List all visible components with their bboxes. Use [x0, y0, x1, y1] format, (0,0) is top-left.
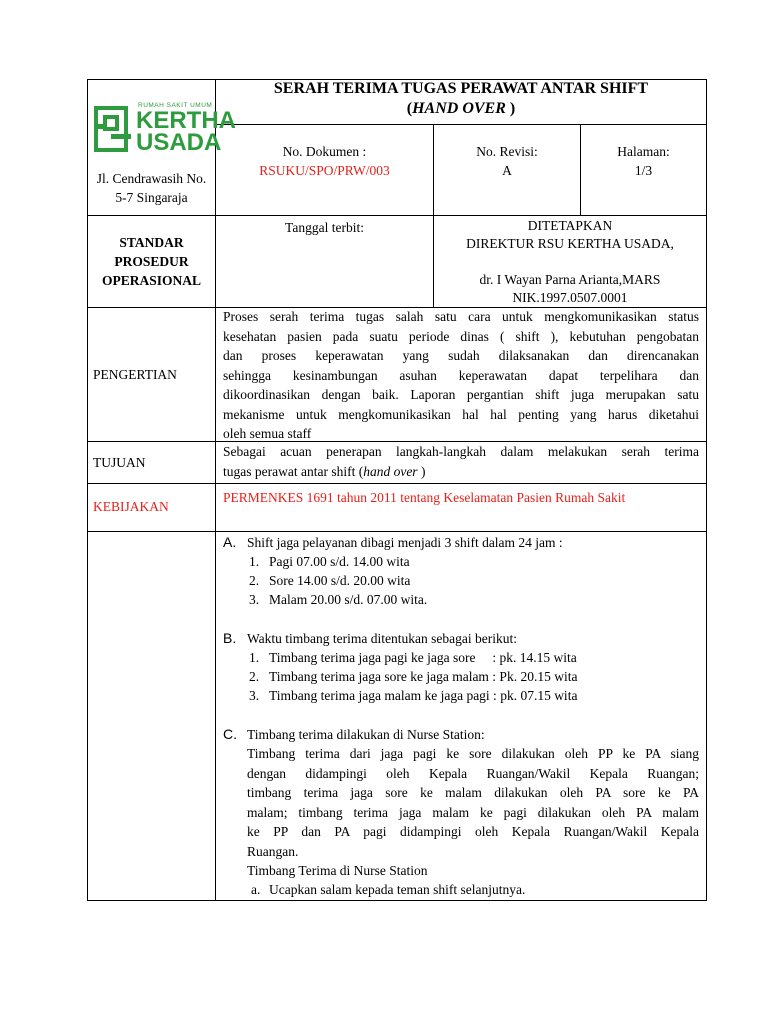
list-number: 3.	[249, 592, 260, 607]
tujuan-text	[223, 442, 699, 481]
dokumen-label: No. Dokumen :	[282, 144, 367, 159]
kebijakan-text: PERMENKES 1691 tahun 2011 tentang Keselamatan Pasien Rumah Sakit	[223, 490, 626, 505]
document-subtitle: (HAND OVER )	[406, 100, 516, 117]
section-b-text: Waktu timbang terima ditentukan sebagai berikut:	[247, 631, 517, 646]
paragraph-line: dengan didampingi oleh Kepala Ruangan/Wakil Kepala Ruangan;	[247, 765, 699, 781]
logo-name-line2: USADA	[136, 129, 222, 156]
hand-over-italic: hand over	[363, 463, 418, 479]
sop-label-line3: OPERASIONAL	[101, 273, 201, 288]
dokumen-value: RSUKU/SPO/PRW/003	[259, 163, 390, 178]
tujuan-label: TUJUAN	[93, 455, 146, 470]
list-number: 3.	[249, 688, 260, 703]
paragraph-line: ke PP dan PA pagi didampingi oleh Kepala Ruangan/Wakil Kepala	[247, 824, 699, 839]
list-number: 1.	[249, 554, 260, 569]
pengertian-label: PENGERTIAN	[93, 367, 177, 382]
sop-label-line1: STANDAR	[119, 235, 184, 250]
section-c-marker: C.	[223, 726, 237, 742]
ditetapkan-label: DITETAPKAN	[527, 218, 613, 233]
list-item: Pagi 07.00 s/d. 14.00 wita	[269, 554, 410, 569]
list-number: 1.	[249, 650, 260, 665]
revisi-value: A	[502, 163, 512, 178]
list-letter: a.	[251, 882, 261, 897]
table-border-right	[706, 79, 707, 901]
section-c-text: Timbang terima dilakukan di Nurse Station:	[247, 727, 485, 742]
list-item: Sore 14.00 s/d. 20.00 wita	[269, 573, 411, 588]
tujuan-line2: tugas perawat antar shift (hand over )	[223, 463, 426, 479]
list-number: 2.	[249, 573, 260, 588]
logo-name-line1: KERTHA	[136, 107, 236, 134]
paragraph-line: timbang terima jaga sore ke malam dilakukan oleh PA sore ke PA	[247, 785, 699, 800]
pengertian-line: kesehatan pasien pada suatu periode dinas ( shift ), kebutuhan pengobatan	[223, 328, 699, 344]
section-c-subhead: Timbang Terima di Nurse Station	[247, 863, 428, 878]
hand-over-italic: HAND OVER	[412, 100, 506, 117]
hospital-logo	[94, 100, 236, 158]
divider-title	[215, 124, 706, 125]
direktur-label: DIREKTUR RSU KERTHA USADA,	[466, 236, 674, 251]
pengertian-line: dikoordinasikan dengan baik. Laporan pergantian shift juga merupakan satu	[223, 387, 699, 402]
pengertian-line: Proses serah terima tugas salah satu cara untuk mengkomunikasikan status	[223, 309, 699, 324]
pengertian-line: sehingga kesinambungan asuhan keperawatan dapat terpelihara dan	[223, 367, 699, 383]
address-line2: 5-7 Singaraja	[115, 190, 188, 205]
pengertian-line: dan proses keperawatan yang sudah dilaksanakan dan direncanakan	[223, 348, 699, 363]
table-border-bottom	[87, 900, 707, 901]
tujuan-line1: Sebagai acuan penerapan langkah-langkah dalam melakukan serah terima	[223, 444, 699, 459]
list-item: Malam 20.00 s/d. 07.00 wita.	[269, 592, 428, 607]
direktur-nik: NIK.1997.0507.0001	[512, 290, 628, 305]
direktur-name: dr. I Wayan Parna Arianta,MARS	[479, 272, 661, 287]
halaman-value: 1/3	[634, 163, 653, 178]
revisi-label: No. Revisi:	[476, 144, 538, 159]
divider-tujuan	[87, 483, 707, 484]
paragraph-line: Timbang terima dari jaga pagi ke sore dilakukan oleh PP ke PA siang	[247, 746, 699, 761]
list-item: Ucapkan salam kepada teman shift selanjutnya.	[269, 882, 526, 897]
halaman-label: Halaman:	[617, 144, 670, 159]
section-a-marker: A.	[223, 534, 237, 550]
pengertian-text	[223, 307, 699, 444]
table-column-divider	[215, 79, 216, 901]
section-b-marker: B.	[223, 630, 237, 646]
tanggal-terbit-label: Tanggal terbit:	[285, 220, 364, 235]
pengertian-line: oleh semua staff	[223, 426, 312, 441]
list-item: Timbang terima jaga pagi ke jaga sore : pk. 14.15 wita	[269, 650, 577, 665]
pengertian-line: mekanisme untuk mengkomunikasikan hal hal penting yang harus diketahui	[223, 406, 699, 422]
list-number: 2.	[249, 669, 260, 684]
sop-label-line2: PROSEDUR	[114, 254, 189, 269]
paragraph-line: Ruangan.	[247, 843, 299, 859]
kertha-usada-logo-icon	[94, 106, 134, 152]
divider-kebijakan	[87, 531, 707, 532]
logo-tagline: RUMAH SAKIT UMUM	[138, 102, 213, 109]
section-a-text: Shift jaga pelayanan dibagi menjadi 3 shift dalam 24 jam :	[247, 535, 563, 550]
list-item: Timbang terima jaga sore ke jaga malam : Pk. 20.15 wita	[269, 669, 578, 684]
list-item: Timbang terima jaga malam ke jaga pagi : pk. 07.15 wita	[269, 688, 578, 703]
section-c-paragraph	[247, 744, 699, 861]
document-title: SERAH TERIMA TUGAS PERAWAT ANTAR SHIFT	[273, 80, 649, 97]
address-line1: Jl. Cendrawasih No.	[96, 171, 207, 186]
kebijakan-label: KEBIJAKAN	[93, 499, 169, 514]
paragraph-line: malam; timbang terima jaga malam ke pagi dilakukan oleh PA malam	[247, 804, 699, 820]
